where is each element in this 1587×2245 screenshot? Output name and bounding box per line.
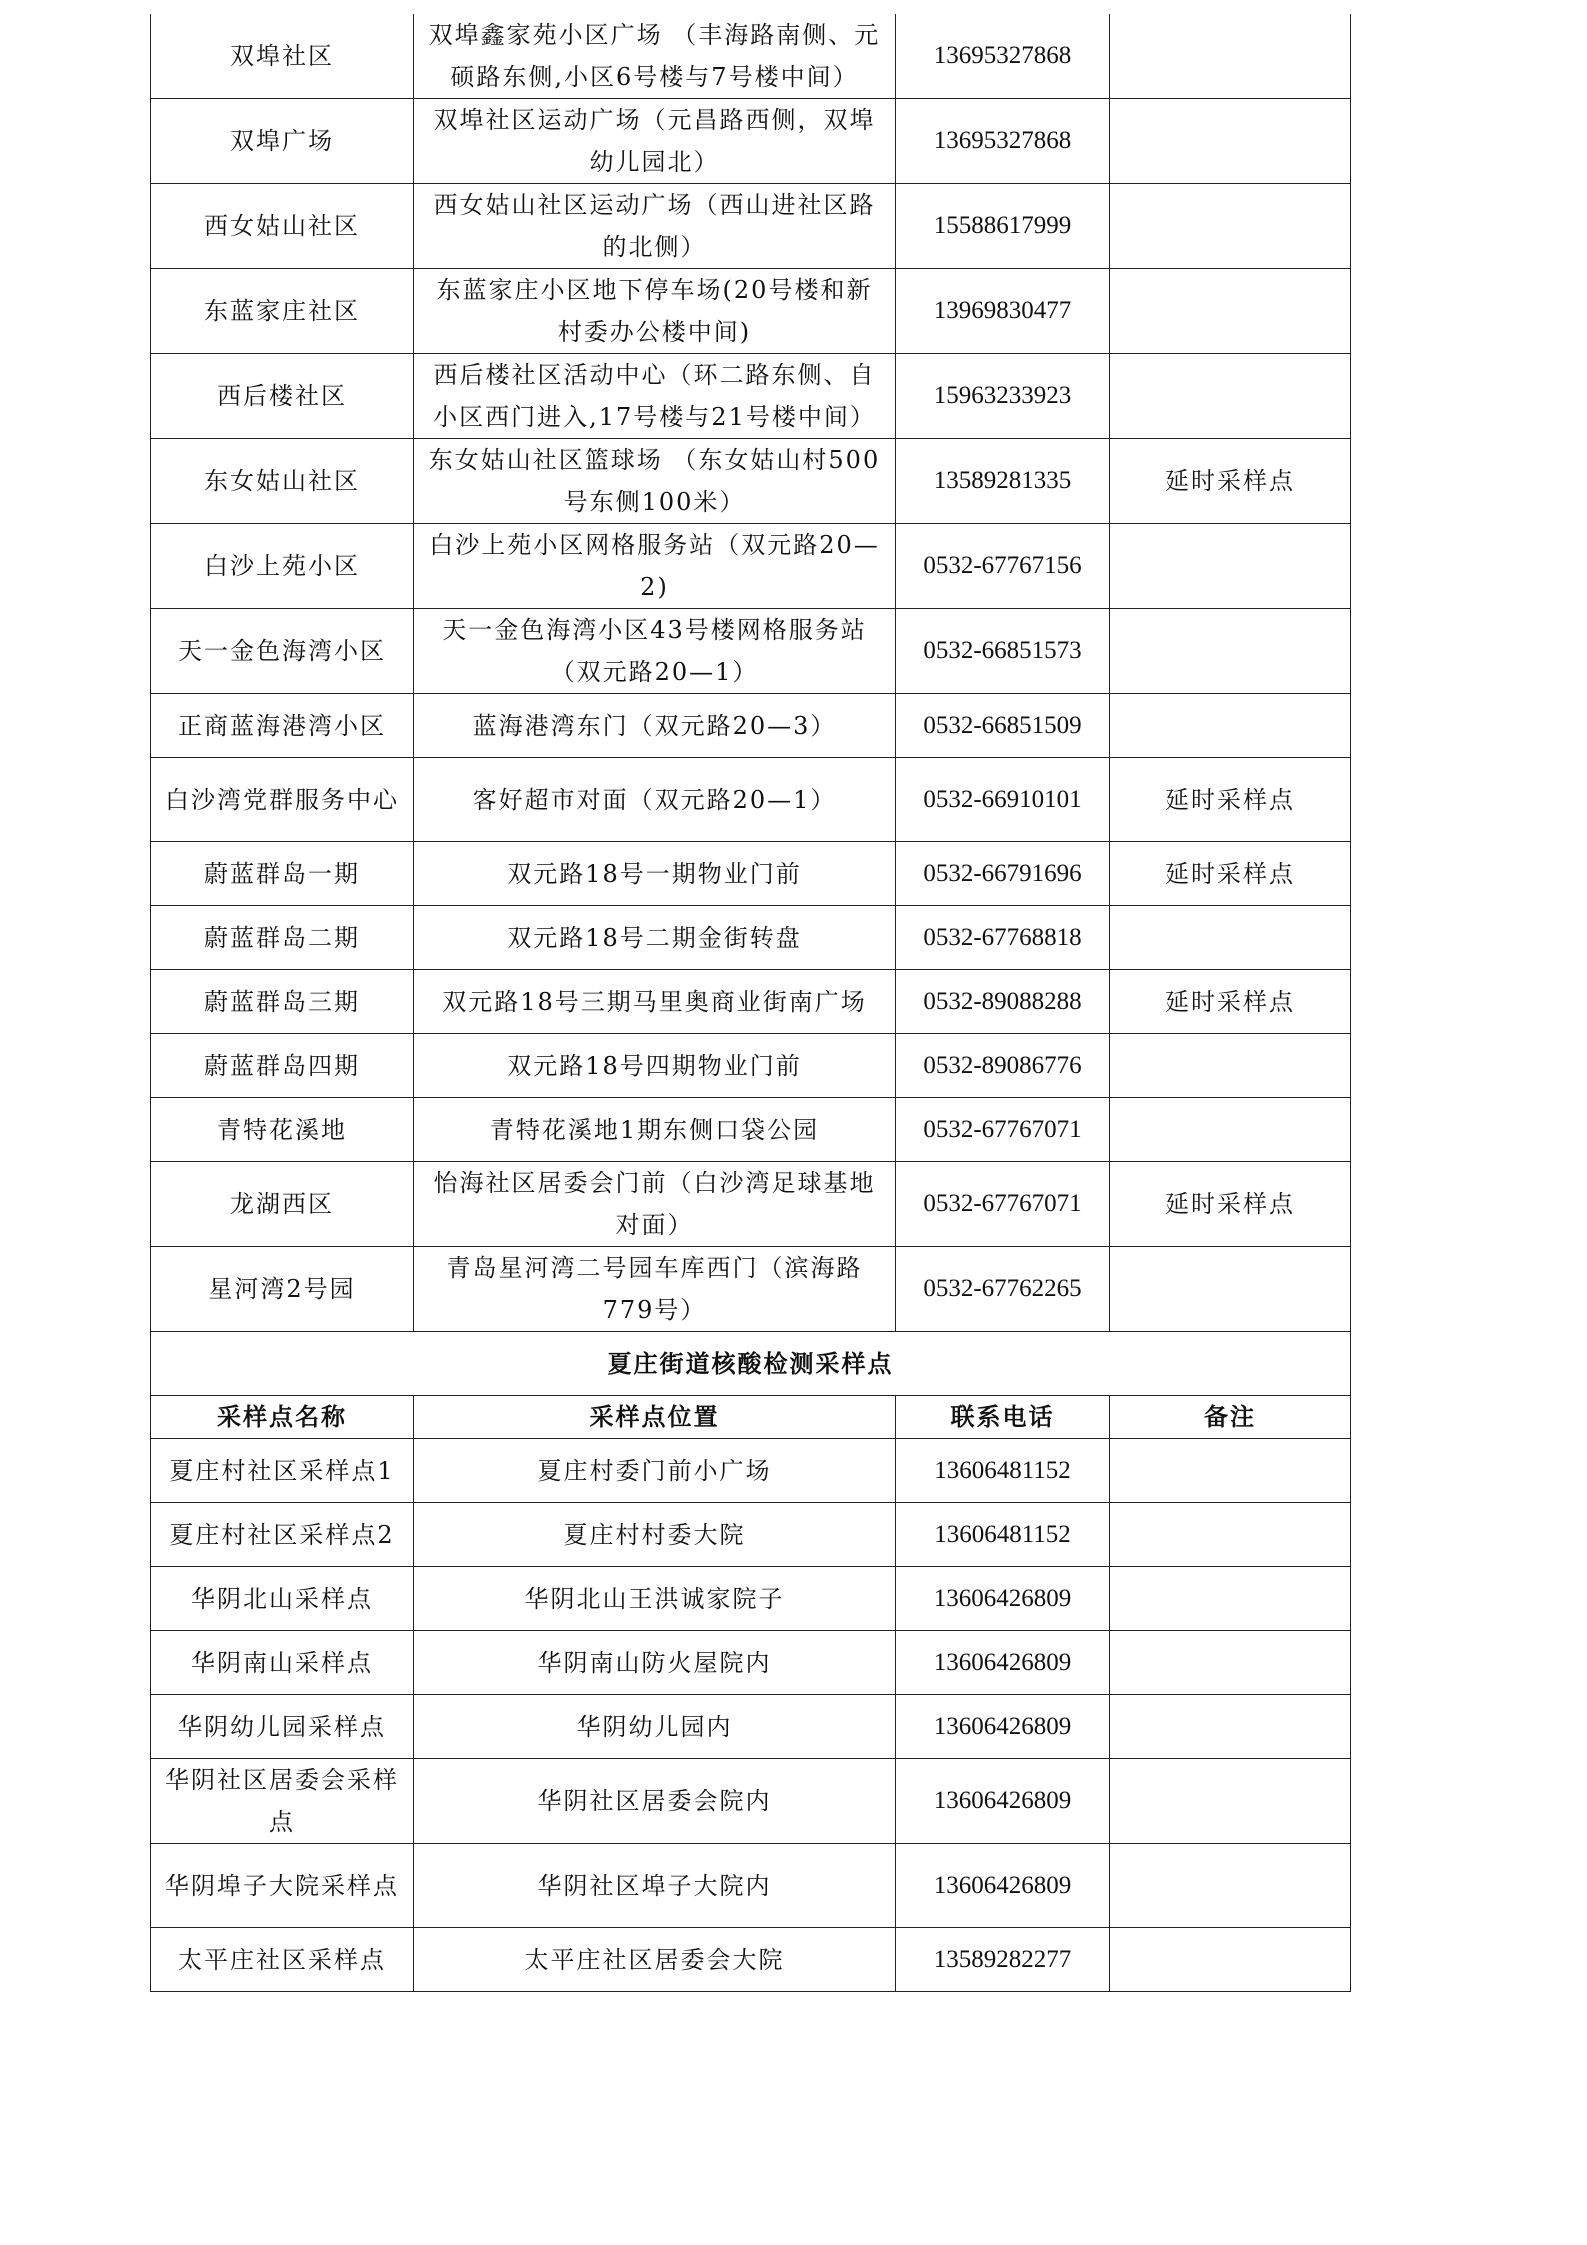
- site-name: 夏庄村社区采样点1: [151, 1439, 414, 1503]
- site-name: 蔚蓝群岛一期: [151, 842, 414, 906]
- site-phone: 15588617999: [896, 184, 1110, 269]
- table-row: [151, 439, 1351, 524]
- site-location: 夏庄村委门前小广场: [414, 1439, 896, 1503]
- site-note: [1110, 1503, 1351, 1567]
- site-phone: 0532-67767071: [896, 1098, 1110, 1162]
- table-row: [151, 1631, 1351, 1695]
- table-row: [151, 1759, 1351, 1844]
- site-note: [1110, 1631, 1351, 1695]
- site-note: [1110, 99, 1351, 184]
- table-row: [151, 524, 1351, 609]
- site-phone: 13606426809: [896, 1695, 1110, 1759]
- site-phone: 13589282277: [896, 1928, 1110, 1992]
- site-phone: 13606426809: [896, 1567, 1110, 1631]
- site-note: [1110, 694, 1351, 758]
- sampling-sites-table: [150, 14, 1351, 1992]
- site-name: 双埠广场: [151, 99, 414, 184]
- table-row: [151, 1695, 1351, 1759]
- table-row: [151, 184, 1351, 269]
- site-note: 延时采样点: [1110, 758, 1351, 842]
- site-name: 正商蓝海港湾小区: [151, 694, 414, 758]
- site-name: 双埠社区: [151, 14, 414, 99]
- site-location: 东蓝家庄小区地下停车场(20号楼和新村委办公楼中间): [414, 269, 896, 354]
- site-note: 延时采样点: [1110, 842, 1351, 906]
- site-location: 华阴北山王洪诚家院子: [414, 1567, 896, 1631]
- section-title: 夏庄街道核酸检测采样点: [151, 1332, 1351, 1396]
- site-note: [1110, 354, 1351, 439]
- site-note: [1110, 1247, 1351, 1332]
- site-location: 西女姑山社区运动广场（西山进社区路的北侧）: [414, 184, 896, 269]
- site-location: 天一金色海湾小区43号楼网格服务站（双元路20—1）: [414, 609, 896, 694]
- site-location: 青特花溪地1期东侧口袋公园: [414, 1098, 896, 1162]
- table-row: [151, 609, 1351, 694]
- site-note: [1110, 184, 1351, 269]
- site-location: 太平庄社区居委会大院: [414, 1928, 896, 1992]
- site-note: 延时采样点: [1110, 439, 1351, 524]
- site-location: 华阴南山防火屋院内: [414, 1631, 896, 1695]
- site-name: 西女姑山社区: [151, 184, 414, 269]
- site-phone: 13606481152: [896, 1439, 1110, 1503]
- site-note: 延时采样点: [1110, 970, 1351, 1034]
- site-note: [1110, 1844, 1351, 1928]
- site-name: 西后楼社区: [151, 354, 414, 439]
- column-header-phone: 联系电话: [896, 1396, 1110, 1439]
- site-name: 蔚蓝群岛四期: [151, 1034, 414, 1098]
- site-name: 华阴埠子大院采样点: [151, 1844, 414, 1928]
- site-phone: 0532-67762265: [896, 1247, 1110, 1332]
- column-header-note: 备注: [1110, 1396, 1351, 1439]
- site-note: [1110, 1759, 1351, 1844]
- site-phone: 13606426809: [896, 1631, 1110, 1695]
- site-note: [1110, 906, 1351, 970]
- table-row: [151, 906, 1351, 970]
- site-phone: 13606426809: [896, 1759, 1110, 1844]
- site-location: 华阴社区埠子大院内: [414, 1844, 896, 1928]
- sampling-sites-document: [150, 14, 1350, 1992]
- table-row: [151, 970, 1351, 1034]
- table-row: [151, 14, 1351, 99]
- site-note: [1110, 524, 1351, 609]
- site-phone: 0532-66851509: [896, 694, 1110, 758]
- site-phone: 13606426809: [896, 1844, 1110, 1928]
- table-row: [151, 758, 1351, 842]
- site-note: 延时采样点: [1110, 1162, 1351, 1247]
- site-phone: 0532-67767156: [896, 524, 1110, 609]
- site-phone: 0532-89086776: [896, 1034, 1110, 1098]
- site-phone: 0532-66791696: [896, 842, 1110, 906]
- section-title-row: [151, 1332, 1351, 1396]
- site-name: 华阴南山采样点: [151, 1631, 414, 1695]
- site-name: 华阴幼儿园采样点: [151, 1695, 414, 1759]
- site-note: [1110, 1928, 1351, 1992]
- site-name: 星河湾2号园: [151, 1247, 414, 1332]
- site-name: 蔚蓝群岛三期: [151, 970, 414, 1034]
- site-phone: 0532-66910101: [896, 758, 1110, 842]
- site-note: [1110, 609, 1351, 694]
- site-note: [1110, 1034, 1351, 1098]
- site-location: 东女姑山社区篮球场 （东女姑山村500号东侧100米）: [414, 439, 896, 524]
- site-note: [1110, 1695, 1351, 1759]
- site-location: 白沙上苑小区网格服务站（双元路20—2): [414, 524, 896, 609]
- table-row: [151, 1844, 1351, 1928]
- site-location: 华阴社区居委会院内: [414, 1759, 896, 1844]
- site-location: 蓝海港湾东门（双元路20—3）: [414, 694, 896, 758]
- site-note: [1110, 1567, 1351, 1631]
- table-row: [151, 354, 1351, 439]
- site-name: 华阴社区居委会采样点: [151, 1759, 414, 1844]
- site-location: 双元路18号四期物业门前: [414, 1034, 896, 1098]
- table-row: [151, 99, 1351, 184]
- site-phone: 13695327868: [896, 99, 1110, 184]
- table-row: [151, 694, 1351, 758]
- table-row: [151, 1162, 1351, 1247]
- site-location: 双埠鑫家苑小区广场 （丰海路南侧、元硕路东侧,小区6号楼与7号楼中间）: [414, 14, 896, 99]
- table-row: [151, 1034, 1351, 1098]
- table-row: [151, 1928, 1351, 1992]
- site-location: 客好超市对面（双元路20—1）: [414, 758, 896, 842]
- site-name: 白沙上苑小区: [151, 524, 414, 609]
- site-location: 双元路18号三期马里奥商业街南广场: [414, 970, 896, 1034]
- site-location: 青岛星河湾二号园车库西门（滨海路779号）: [414, 1247, 896, 1332]
- site-name: 东蓝家庄社区: [151, 269, 414, 354]
- site-location: 夏庄村村委大院: [414, 1503, 896, 1567]
- site-location: 西后楼社区活动中心（环二路东侧、自小区西门进入,17号楼与21号楼中间）: [414, 354, 896, 439]
- table-row: [151, 1439, 1351, 1503]
- site-phone: 13695327868: [896, 14, 1110, 99]
- site-phone: 0532-67768818: [896, 906, 1110, 970]
- site-phone: 13969830477: [896, 269, 1110, 354]
- site-location: 双元路18号二期金街转盘: [414, 906, 896, 970]
- site-location: 双元路18号一期物业门前: [414, 842, 896, 906]
- table-row: [151, 1247, 1351, 1332]
- site-phone: 0532-89088288: [896, 970, 1110, 1034]
- site-name: 太平庄社区采样点: [151, 1928, 414, 1992]
- site-phone: 15963233923: [896, 354, 1110, 439]
- site-name: 东女姑山社区: [151, 439, 414, 524]
- column-header-location: 采样点位置: [414, 1396, 896, 1439]
- site-note: [1110, 1439, 1351, 1503]
- site-location: 双埠社区运动广场（元昌路西侧，双埠幼儿园北）: [414, 99, 896, 184]
- site-name: 天一金色海湾小区: [151, 609, 414, 694]
- site-name: 夏庄村社区采样点2: [151, 1503, 414, 1567]
- table-row: [151, 1567, 1351, 1631]
- site-note: [1110, 14, 1351, 99]
- column-header-name: 采样点名称: [151, 1396, 414, 1439]
- site-name: 青特花溪地: [151, 1098, 414, 1162]
- site-location: 华阴幼儿园内: [414, 1695, 896, 1759]
- table-row: [151, 1098, 1351, 1162]
- site-name: 华阴北山采样点: [151, 1567, 414, 1631]
- site-phone: 0532-67767071: [896, 1162, 1110, 1247]
- site-phone: 13606481152: [896, 1503, 1110, 1567]
- site-name: 龙湖西区: [151, 1162, 414, 1247]
- site-name: 白沙湾党群服务中心: [151, 758, 414, 842]
- table-row: [151, 269, 1351, 354]
- site-name: 蔚蓝群岛二期: [151, 906, 414, 970]
- site-note: [1110, 1098, 1351, 1162]
- site-note: [1110, 269, 1351, 354]
- site-location: 怡海社区居委会门前（白沙湾足球基地对面）: [414, 1162, 896, 1247]
- table-row: [151, 842, 1351, 906]
- site-phone: 13589281335: [896, 439, 1110, 524]
- table-row: [151, 1503, 1351, 1567]
- header-row: [151, 1396, 1351, 1439]
- site-phone: 0532-66851573: [896, 609, 1110, 694]
